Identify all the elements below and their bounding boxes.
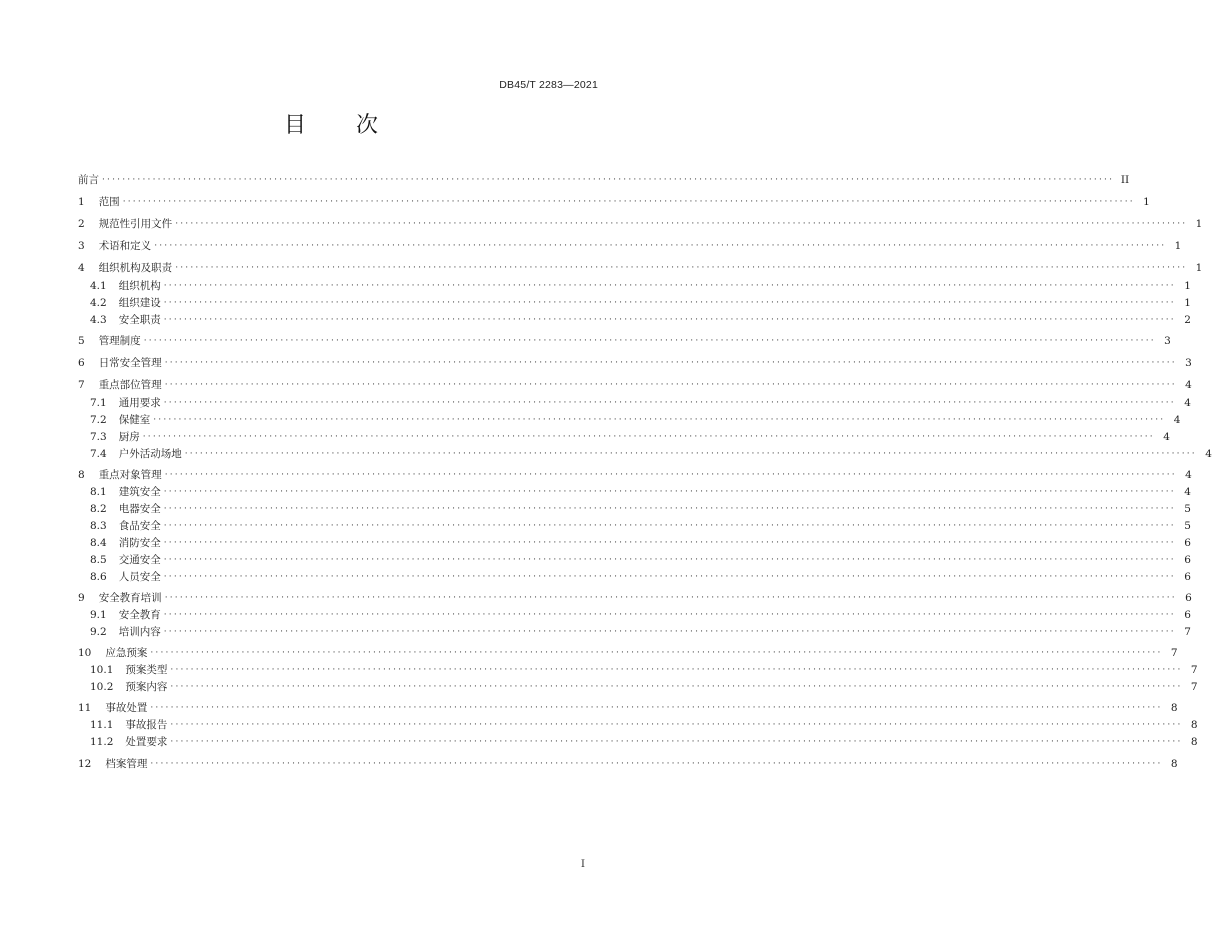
toc-entry-number: 9.2	[90, 626, 107, 638]
toc-entry-page: 7	[1170, 647, 1178, 659]
toc-entry[interactable]	[78, 393, 1191, 410]
toc-entry-page: 8	[1170, 702, 1178, 714]
toc-entry-page: 6	[1184, 537, 1191, 549]
toc-entry-page: 4	[1184, 397, 1191, 409]
toc-entry-number: 11.1	[90, 719, 114, 731]
toc-entry[interactable]	[78, 698, 1178, 715]
toc-entry-page: 6	[1184, 571, 1191, 583]
toc-entry[interactable]	[78, 214, 1203, 231]
dot-leader: ········································································································································································································	[163, 315, 1176, 325]
toc-entry-page: 1	[1174, 240, 1182, 252]
toc-entry-label: 交通安全	[118, 554, 161, 566]
dot-leader: ········································································································································································································	[164, 358, 1177, 368]
toc-entry-label: 前言	[78, 174, 99, 186]
toc-entry-page: 6	[1184, 609, 1191, 621]
toc-entry-number: 7.4	[90, 448, 107, 460]
toc-entry-label: 日常安全管理	[98, 357, 162, 369]
dot-leader: ········································································································································································································	[170, 737, 1183, 747]
toc-entry-page: 4	[1163, 431, 1170, 443]
dot-leader: ········································································································································································································	[163, 538, 1176, 548]
toc-entry[interactable]	[78, 754, 1178, 771]
toc-entry-label: 事故报告	[125, 719, 168, 731]
toc-entry-number: 1	[78, 196, 85, 208]
toc-entry-label: 电器安全	[118, 503, 161, 515]
dot-leader: ········································································································································································································	[164, 593, 1177, 603]
toc-entry-page: 2	[1184, 314, 1191, 326]
dot-leader: ········································································································································································································	[153, 415, 1166, 425]
toc-entry[interactable]	[78, 499, 1191, 516]
toc-entry-number: 7	[78, 379, 85, 391]
toc-entry-label: 档案管理	[105, 758, 148, 770]
toc-entry-page: 6	[1185, 592, 1192, 604]
dot-leader: ········································································································································································································	[163, 627, 1176, 637]
dot-leader: ········································································································································································································	[163, 398, 1176, 408]
toc-entry-label: 术语和定义	[98, 240, 152, 252]
toc-entry-number: 12	[78, 758, 92, 770]
toc-entry-label: 范围	[98, 196, 120, 208]
toc-entry[interactable]	[78, 192, 1150, 209]
toc-entry[interactable]	[78, 550, 1191, 567]
toc-entry[interactable]	[78, 444, 1212, 461]
toc-entry-label: 保健室	[118, 414, 151, 426]
toc-entry[interactable]	[78, 170, 1130, 187]
toc-entry-page: 1	[1184, 280, 1191, 292]
toc-entry-page: 1	[1143, 196, 1150, 208]
toc-entry-number: 9	[78, 592, 85, 604]
toc-entry-number: 8	[78, 469, 85, 481]
toc-entry[interactable]	[78, 310, 1191, 327]
dot-leader: ········································································································································································································	[122, 197, 1135, 207]
toc-entry-number: 7.3	[90, 431, 107, 443]
toc-entry[interactable]	[78, 660, 1198, 677]
dot-leader: ········································································································································································································	[150, 648, 1163, 658]
toc-entry-number: 5	[78, 335, 85, 347]
toc-entry-page: 3	[1164, 335, 1171, 347]
footer-page-number: I	[580, 858, 585, 870]
toc-entry-number: 9.1	[90, 609, 107, 621]
dot-leader: ········································································································································································································	[163, 487, 1176, 497]
toc-entry-label: 规范性引用文件	[98, 218, 173, 230]
toc-entry-number: 11.2	[90, 736, 114, 748]
toc-entry-label: 消防安全	[118, 537, 161, 549]
toc-entry-label: 预案类型	[125, 664, 168, 676]
toc-entry-number: 10.1	[90, 664, 114, 676]
dot-leader: ········································································································································································································	[143, 336, 1156, 346]
page-title: 目次	[283, 113, 428, 138]
toc-entry[interactable]	[78, 643, 1178, 660]
dot-leader: ········································································································································································································	[170, 720, 1183, 730]
toc-entry-number: 8.1	[90, 486, 107, 498]
toc-entry[interactable]	[78, 258, 1203, 275]
toc-entry-label: 事故处置	[105, 702, 148, 714]
toc-entry-number: 8.5	[90, 554, 107, 566]
toc-entry-page: 3	[1185, 357, 1192, 369]
dot-leader: ········································································································································································································	[163, 572, 1176, 582]
toc-entry-page: 7	[1190, 664, 1198, 676]
toc-entry-number: 4.3	[90, 314, 107, 326]
dot-leader: ········································································································································································································	[170, 682, 1183, 692]
toc-entry[interactable]	[78, 375, 1192, 392]
dot-leader: ········································································································································································································	[150, 759, 1163, 769]
toc-entry[interactable]	[78, 567, 1191, 584]
toc-entry[interactable]	[78, 293, 1191, 310]
toc-entry-number: 7.1	[90, 397, 107, 409]
dot-leader: ········································································································································································································	[163, 610, 1176, 620]
toc-entry-label: 组织建设	[118, 297, 161, 309]
dot-leader: ········································································································································································································	[150, 703, 1163, 713]
toc-entry-number: 8.3	[90, 520, 107, 532]
toc-entry-page: 4	[1184, 486, 1191, 498]
toc-entry-number: 7.2	[90, 414, 107, 426]
dot-leader: ········································································································································································································	[142, 432, 1155, 442]
dot-leader: ········································································································································································································	[164, 380, 1177, 390]
toc-entry[interactable]	[78, 715, 1198, 732]
toc-entry[interactable]	[78, 605, 1191, 622]
toc-entry-page: 4	[1185, 469, 1192, 481]
toc-entry-label: 厨房	[118, 431, 140, 443]
dot-leader: ········································································································································································································	[175, 219, 1188, 229]
toc-entry-page: II	[1120, 174, 1130, 186]
toc-entry-number: 10.2	[90, 681, 114, 693]
toc-entry[interactable]	[78, 331, 1171, 348]
toc-entry-number: 8.4	[90, 537, 107, 549]
toc-entry-label: 食品安全	[118, 520, 161, 532]
dot-leader: ········································································································································································································	[154, 241, 1167, 251]
dot-leader: ········································································································································································································	[163, 521, 1176, 531]
toc-entry-page: 8	[1170, 758, 1178, 770]
toc-entry-label: 管理制度	[98, 335, 141, 347]
dot-leader: ········································································································································································································	[170, 665, 1183, 675]
toc-entry[interactable]	[78, 732, 1198, 749]
toc-entry-page: 8	[1190, 719, 1198, 731]
toc-entry-page: 7	[1190, 681, 1198, 693]
toc-entry-number: 4.2	[90, 297, 107, 309]
toc-entry-number: 8.6	[90, 571, 107, 583]
toc-entry-label: 安全教育	[118, 609, 161, 621]
toc-entry[interactable]	[78, 622, 1191, 639]
toc-entry[interactable]	[78, 588, 1192, 605]
toc-entry-number: 4.1	[90, 280, 107, 292]
toc-entry-page: 6	[1184, 554, 1191, 566]
toc-entry-page: 4	[1205, 448, 1212, 460]
toc-entry-page: 8	[1190, 736, 1198, 748]
toc-entry[interactable]	[78, 410, 1181, 427]
toc-entry[interactable]	[78, 427, 1170, 444]
toc-entry[interactable]	[78, 276, 1191, 293]
toc-entry-label: 重点部位管理	[98, 379, 162, 391]
toc-entry-label: 安全教育培训	[98, 592, 162, 604]
toc-entry-label: 预案内容	[125, 681, 168, 693]
toc-entry-label: 安全职责	[118, 314, 161, 326]
toc-entry-page: 4	[1185, 379, 1192, 391]
toc-entry-number: 3	[78, 240, 85, 252]
toc-entry-page: 4	[1173, 414, 1181, 426]
toc-entry-label: 建筑安全	[118, 486, 161, 498]
toc-entry-number: 6	[78, 357, 85, 369]
toc-entry-label: 组织机构	[118, 280, 161, 292]
toc-entry-label: 组织机构及职责	[98, 262, 173, 274]
dot-leader: ········································································································································································································	[163, 298, 1176, 308]
toc-entry-number: 4	[78, 262, 85, 274]
toc-entry[interactable]	[78, 482, 1191, 499]
toc-entry[interactable]	[78, 353, 1192, 370]
toc-entry-number: 11	[78, 702, 92, 714]
dot-leader: ········································································································································································································	[163, 281, 1176, 291]
toc-entry-page: 1	[1195, 218, 1203, 230]
dot-leader: ········································································································································································································	[184, 449, 1197, 459]
toc-entry-page: 7	[1184, 626, 1191, 638]
toc-entry-label: 重点对象管理	[98, 469, 162, 481]
toc-entry-number: 8.2	[90, 503, 107, 515]
toc-entry-number: 2	[78, 218, 85, 230]
toc-entry-label: 处置要求	[125, 736, 168, 748]
dot-leader: ········································································································································································································	[102, 175, 1115, 185]
toc-entry-page: 1	[1184, 297, 1191, 309]
toc-entry-label: 应急预案	[105, 647, 148, 659]
toc-entry-page: 1	[1195, 262, 1203, 274]
toc-entry[interactable]	[78, 465, 1192, 482]
document-code: DB45/T 2283—2021	[499, 79, 598, 91]
toc-entry-label: 培训内容	[118, 626, 161, 638]
dot-leader: ········································································································································································································	[163, 555, 1176, 565]
toc-entry-page: 5	[1184, 503, 1191, 515]
toc-entry[interactable]	[78, 533, 1191, 550]
toc-entry-number: 10	[78, 647, 92, 659]
toc-entry-label: 通用要求	[118, 397, 161, 409]
dot-leader: ········································································································································································································	[163, 504, 1176, 514]
toc-entry-label: 户外活动场地	[118, 448, 182, 460]
toc-entry-label: 人员安全	[118, 571, 161, 583]
dot-leader: ········································································································································································································	[164, 470, 1177, 480]
toc-entry-page: 5	[1184, 520, 1191, 532]
dot-leader: ········································································································································································································	[175, 263, 1188, 273]
toc-entry[interactable]	[78, 236, 1182, 253]
toc-entry[interactable]	[78, 677, 1198, 694]
toc-entry[interactable]	[78, 516, 1191, 533]
